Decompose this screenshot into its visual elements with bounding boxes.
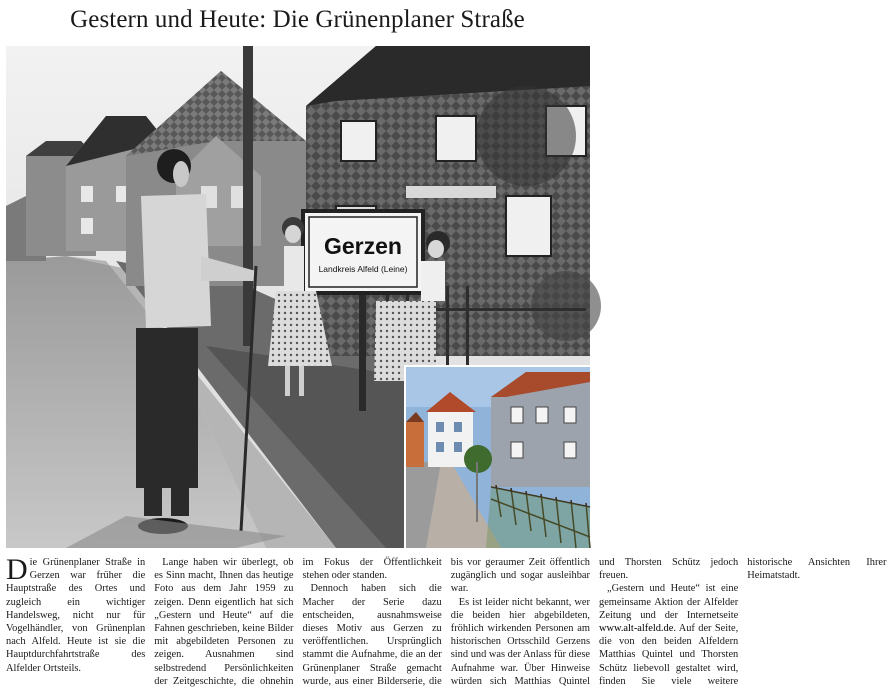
sign-subtitle: Landkreis Alfeld (Leine) [318, 264, 408, 274]
paragraph-text: „Gestern und Heute“ ist eine gemeinsame Aktion der Alfelder Zeitung und der Internetseite [599, 583, 739, 621]
article-paragraph: Lange haben wir überlegt, ob es Sinn macht, Ihnen das heutige Foto aus dem Jahr 1959 zu zeigen. Denn eigentlich hat sich „Gestern und Heute“ auf die Fahnen geschrieben, keine Bilder mit abgebildeten Personen zu zeigen. Ausnahmen sind selbstredend Persönlichkeiten der Zeitgeschichte, die ohnehin im Fokus der Öffentlichkeit stehen oder standen. [154, 557, 442, 687]
drop-cap: D [6, 553, 28, 586]
article-body [6, 553, 887, 700]
article-paragraph [6, 553, 146, 675]
website-link[interactable]: www.alt-alfeld.de [599, 623, 674, 635]
sign-name: Gerzen [324, 233, 402, 259]
paragraph-text: ie Grünenplaner Straße in Gerzen war früher die Hauptstraße des Ortes und zugleich ein wichtiger Handelsweg, nicht nur für Vogelhändler, von Grünenplan nach Alfeld. Heute ist sie die Hauptdurchfahrtstraße des Alfelder Ortsteils. [6, 557, 146, 674]
modern-photo [404, 365, 590, 548]
article-paragraph: Dennoch haben sich die Macher der Serie dazu entscheiden, ausnahmsweise dieses Motiv aus Gerzen zu veröffentlichen. Ursprünglich stammt die Aufnahme, die an der Grünenplaner Straße gemacht wurde, aus einer Bilderserie, die bis vor geraumer Zeit öffentlich zugänglich und sogar ausleihbar war. [302, 557, 590, 687]
headline: Gestern und Heute: Die Grünenplaner Straße [70, 6, 525, 33]
paragraph-text: . Auf der Seite, die von den beiden Alfeldern Matthias Quintel und Thorsten Schütz liebevoll gestaltet wird, finden Sie viele weitere historische Ansichten Ihrer Heimatstadt. [599, 557, 887, 687]
article-paragraph: Es ist leider nicht bekannt, wer die beiden hier abgebildeten, fröhlich wirkenden Personen am historischen Ortsschild Gerzens sind und was der Anlass für diese Aufnahme war. Über Hinweise würden sich Matthias Quintel und Thorsten Schütz jedoch freuen. [450, 557, 739, 687]
